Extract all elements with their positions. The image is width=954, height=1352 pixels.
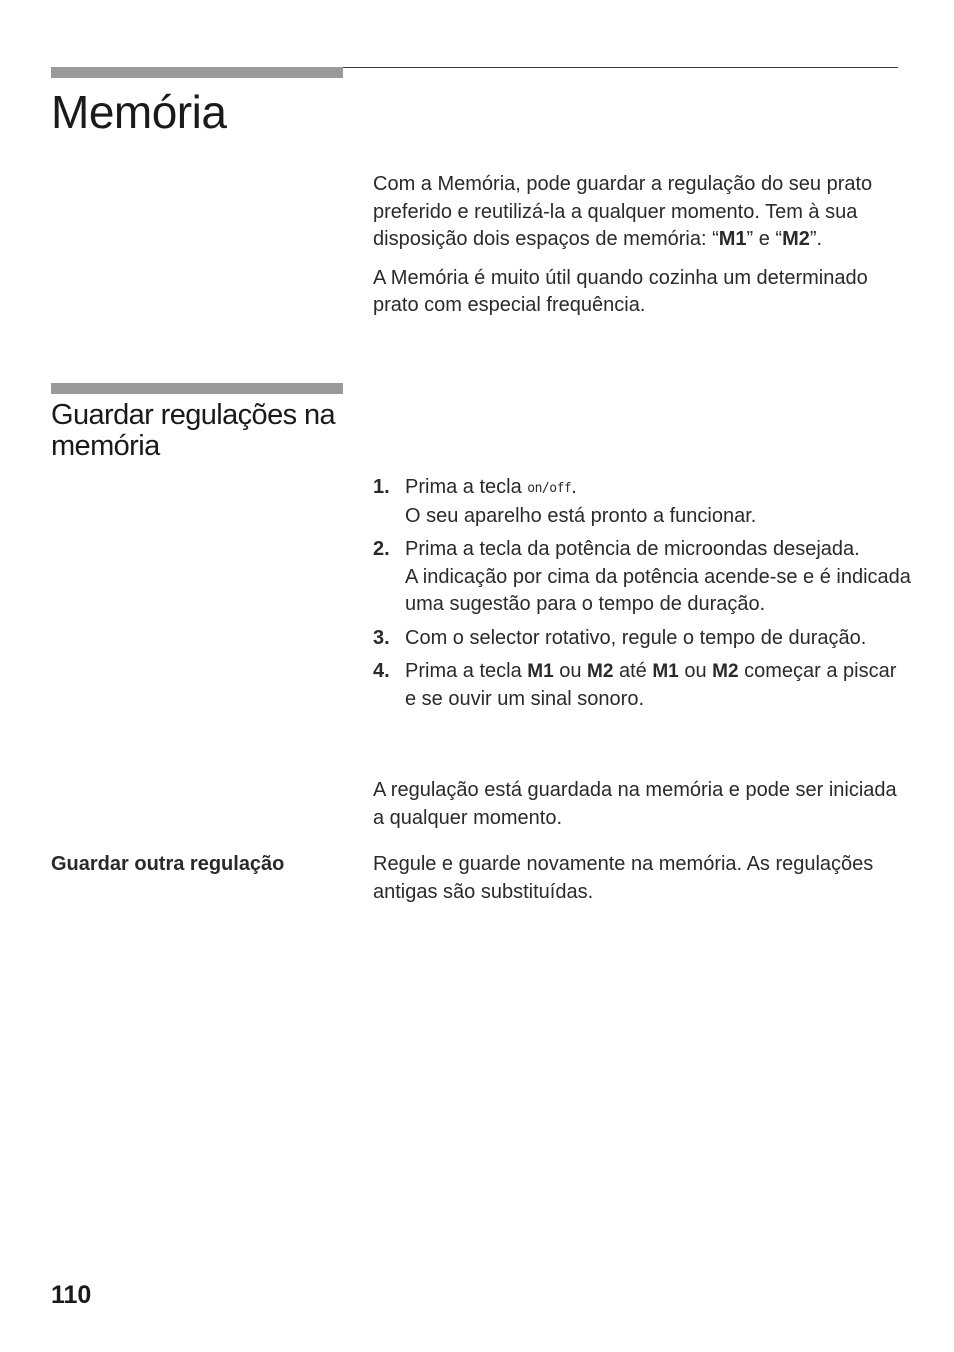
intro-paragraph-2: A Memória é muito útil quando cozinha um determinado prato com especial frequência. xyxy=(373,266,868,316)
step-instruction xyxy=(405,474,913,503)
intro-text-c: ”. xyxy=(809,228,823,250)
intro-text-b: ” e “ xyxy=(746,228,783,250)
step-text: começar a piscar e se ouvir um sinal sonoro. xyxy=(405,660,897,710)
step-number: 1 . xyxy=(373,474,390,502)
step-item xyxy=(373,658,913,713)
step-instruction: Com o selector rotativo, regule o tempo de duração. xyxy=(405,626,867,649)
step-item xyxy=(373,625,913,653)
step-instruction: Prima a tecla da potência de microondas desejada. xyxy=(405,538,860,560)
step-result: A indicação por cima da potência acende-se e é indicada uma sugestão para o tempo de duração. xyxy=(405,565,911,615)
title-bar-accent xyxy=(51,67,343,78)
step-text: Prima a tecla xyxy=(405,660,528,682)
page-title: Memória xyxy=(51,86,227,138)
intro-text xyxy=(373,171,903,331)
side-text: Regule e guarde novamente na memória. As regulações antigas são substituídas. xyxy=(373,853,874,903)
step-item xyxy=(373,474,913,530)
step-text: . xyxy=(571,476,577,498)
steps-list xyxy=(373,474,913,719)
m2-key-label: M2 xyxy=(712,661,739,682)
memory-m1-label: M1 xyxy=(718,228,747,250)
result-text: A regulação está guardada na memória e pode ser iniciada a qualquer momento. xyxy=(373,779,897,829)
section-title: Guardar regulações na memória xyxy=(51,399,336,462)
section-bar-accent xyxy=(51,383,343,394)
side-heading: Guardar outra regulação xyxy=(51,853,285,875)
step-text: Prima a tecla xyxy=(405,476,528,498)
step-item xyxy=(373,536,913,619)
memory-m2-label: M2 xyxy=(782,228,810,250)
step-instruction xyxy=(405,658,913,713)
step-number: 2 . xyxy=(373,536,390,564)
intro-text-a: Com a Memória, pode guardar a regulação do seu prato preferido e reutilizá-la a qualquer momento. Tem à sua disposição dois espaços de memória: “ xyxy=(373,173,873,250)
step-text: ou xyxy=(553,660,588,682)
step-number: 3 . xyxy=(373,625,390,653)
m1-key-label: M1 xyxy=(527,661,554,682)
step-text: ou xyxy=(678,660,713,682)
step-number: 4 . xyxy=(373,658,390,686)
m2-key-label: M2 xyxy=(587,661,614,682)
page-number: 110 xyxy=(51,1281,92,1309)
step-text: até xyxy=(613,660,653,682)
intro-paragraph-1 xyxy=(373,171,903,254)
m1-key-label: M1 xyxy=(652,661,679,682)
on-off-key-label: on/off xyxy=(527,481,572,496)
step-result: O seu aparelho está pronto a funcionar. xyxy=(405,504,757,527)
